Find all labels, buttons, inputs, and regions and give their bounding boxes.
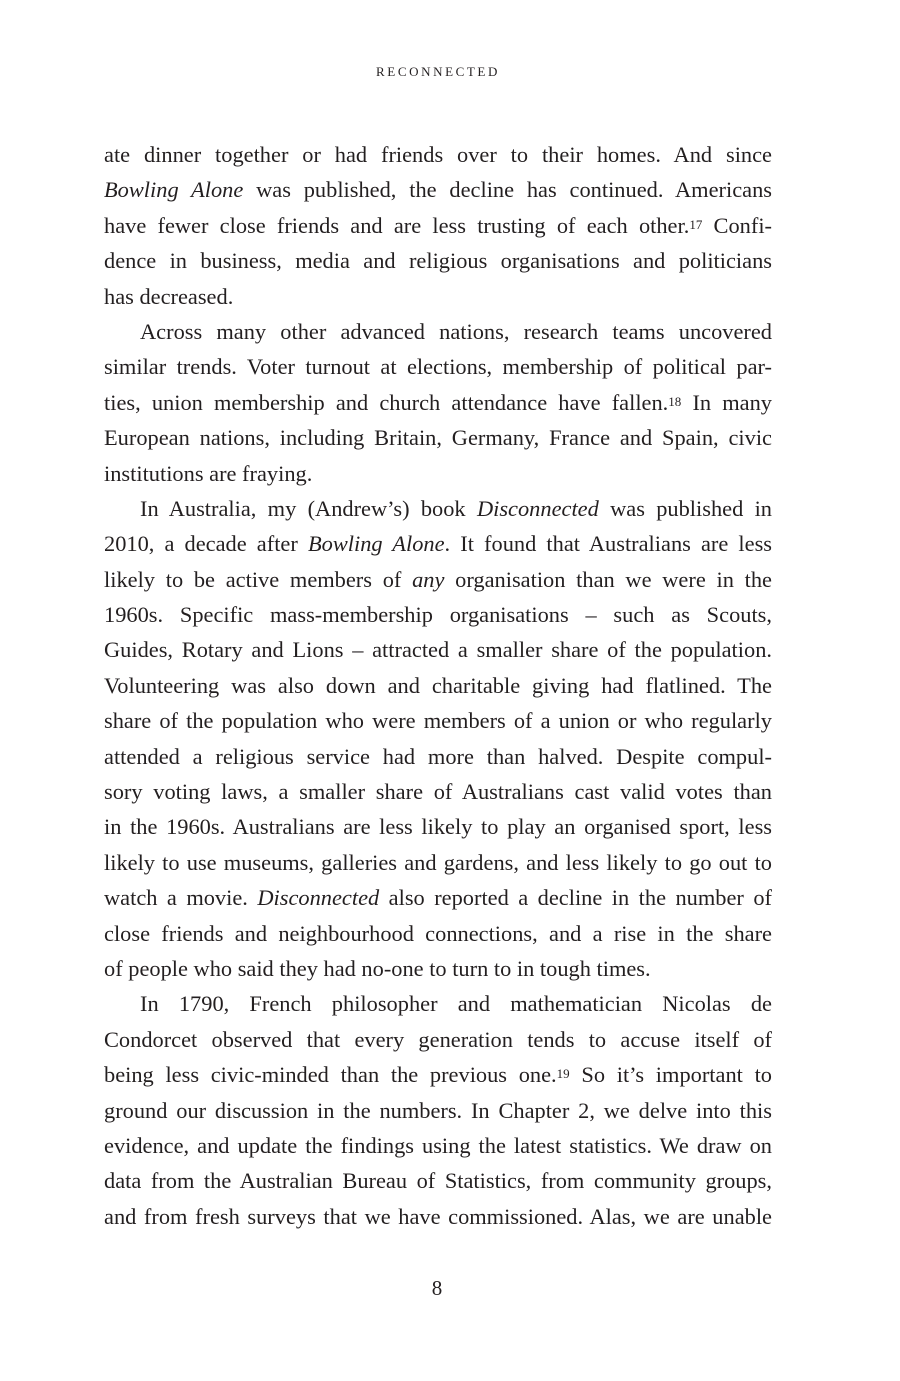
paragraph [104,314,772,491]
book-title: Bowling Alone [307,531,445,557]
paragraph [104,491,772,986]
paragraph [104,986,772,1234]
text-line: evidence, and update the findings using the latest statistics. We draw on [104,1132,772,1158]
text-line: being less civic-minded than the previous one.$^{19}$ So it’s important to [104,1062,772,1088]
text-line: likely to use museums, galleries and gardens, and less likely to go out to [104,849,772,875]
text-line: Condorcet observed that every generation tends to accuse itself of [104,1026,772,1052]
footnote-ref: 18 [668,393,682,409]
text-line: in the 1960s. Australians are less likely to play an organised sport, less [104,814,772,840]
text-line: Across many other advanced nations, research teams uncovered [140,318,772,344]
text-line: ties, union membership and church attendance have fallen.$^{18}$ In many [104,389,772,415]
text-line: data from the Australian Bureau of Statistics, from community groups, [104,1168,772,1194]
text-line: watch a movie. Disconnected also reported a decline in the number of [104,885,772,911]
text-line: dence in business, media and religious organisations and politicians [104,248,772,274]
text-line: ate dinner together or had friends over to their homes. And since [104,142,772,167]
text-line: sory voting laws, a smaller share of Australians cast valid votes than [104,779,772,805]
text-line: Bowling Alone was published, the decline has continued. Americans [104,177,772,203]
text-line: likely to be active members of any organisation than we were in the [104,566,772,592]
text-line: 1960s. Specific mass-membership organisations – such as Scouts, [104,602,772,628]
paragraph [104,137,772,314]
text-line: ground our discussion in the numbers. In Chapter 2, we delve into this [104,1097,772,1123]
text-line: and from fresh surveys that we have commissioned. Alas, we are unable [104,1203,772,1229]
text-line: Volunteering was also down and charitable giving had flatlined. The [104,672,772,698]
page-number: 8 [431,1276,443,1300]
text-line: Guides, Rotary and Lions – attracted a smaller share of the population. [104,637,772,663]
text-line: institutions are fraying. [104,460,313,486]
text-line: close friends and neighbourhood connections, and a rise in the share [104,920,772,946]
book-title: Disconnected [257,885,380,911]
running-head: RECONNECTED [376,64,500,79]
text-line: have fewer close friends and are less trusting of each other.$^{17}$ Confi- [104,212,772,238]
text-line: 2010, a decade after Bowling Alone. It found that Australians are less [104,531,773,557]
book-title: Bowling Alone [104,177,244,203]
text-line: of people who said they had no-one to turn to in tough times. [104,955,651,981]
footnote-ref: 17 [689,216,703,232]
text-line: similar trends. Voter turnout at elections, membership of political par- [104,354,772,380]
emphasis: any [412,566,445,592]
text-line: share of the population who were members of a union or who regularly [104,708,772,734]
text-line: In Australia, my (Andrew’s) book Disconnected was published in [140,495,772,521]
footnote-ref: 19 [556,1066,570,1082]
text-line: In 1790, French philosopher and mathematician Nicolas de [140,991,772,1017]
text-line: attended a religious service had more than halved. Despite compul- [104,743,772,769]
body-text [104,137,772,1234]
text-line: has decreased. [104,283,234,309]
text-line: European nations, including Britain, Germany, France and Spain, civic [104,425,772,451]
book-title: Disconnected [476,495,599,521]
